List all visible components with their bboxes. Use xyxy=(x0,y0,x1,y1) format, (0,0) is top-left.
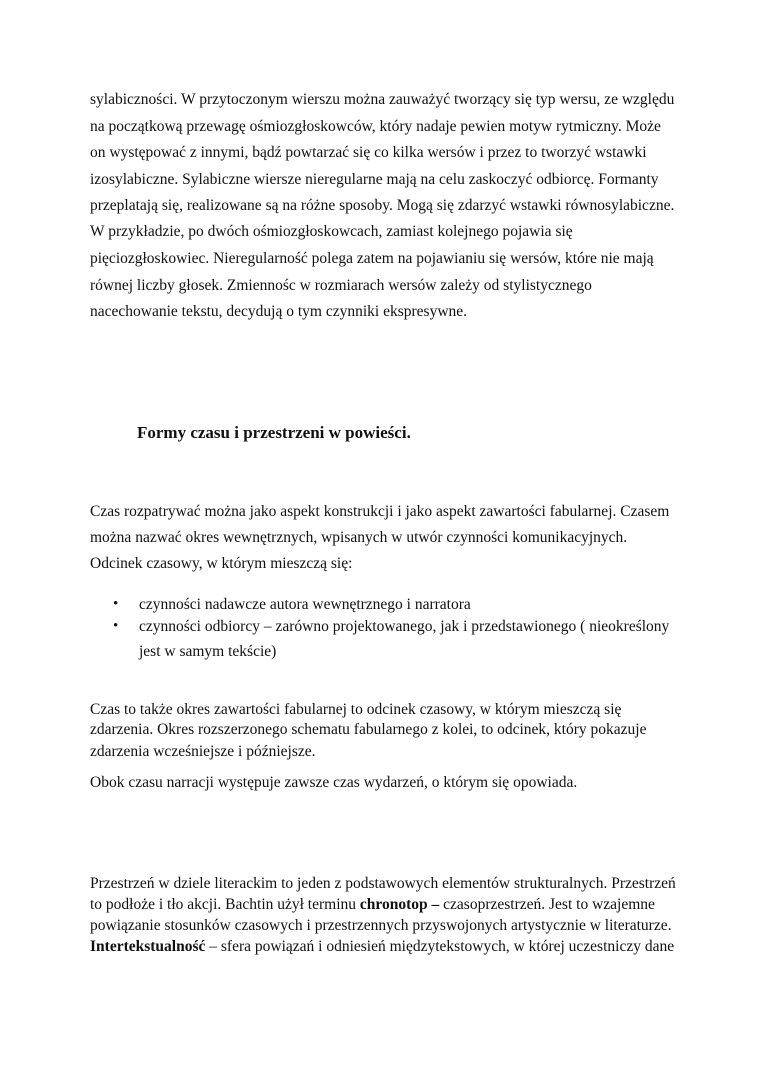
section-heading: Formy czasu i przestrzeni w powieści. xyxy=(137,423,411,442)
text-line: równej liczby głosek. Zmiennośc w rozmiarach wersów zależy od stylistycznego xyxy=(90,277,592,294)
text-line: Czas rozpatrywać można jako aspekt konstrukcji i jako aspekt zawartości fabularnej. Czasem xyxy=(90,503,670,520)
text-line: przeplatają się, realizowane są na różne sposoby. Mogą się zdarzyć wstawki równosylabiczne. xyxy=(90,197,675,214)
text-line xyxy=(90,938,674,956)
text-run: – sfera powiązań i odniesień międzytekstowych, w której uczestniczy dane xyxy=(205,938,675,955)
text-line: Odcinek czasowy, w którym mieszczą się: xyxy=(90,555,353,572)
text-line: pięciozgłoskowiec. Nieregularność polega zatem na pojawianiu się wersów, które nie mają xyxy=(90,250,654,267)
text-line: on występować z innymi, bądź powtarzać się co kilka wersów i przez to tworzyć wstawki xyxy=(90,144,647,161)
text-line: powiązanie stosunków czasowych i przestrzennych przyswojonych artystycznie w literaturze. xyxy=(90,917,672,934)
text-line xyxy=(90,896,655,914)
text-line: nacechowanie tekstu, decydują o tym czynniki ekspresywne. xyxy=(90,303,468,320)
list-item-continuation: jest w samym tekście) xyxy=(139,643,277,660)
text-run: to podłoże i tło akcji. Bachtin użył terminu xyxy=(90,896,360,913)
term-intertextuality: Intertekstualność xyxy=(90,938,206,955)
text-line: zdarzenia. Okres rozszerzonego schematu fabularnego z kolei, to odcinek, który pokazuje xyxy=(90,721,647,738)
text-line: Przestrzeń w dziele literackim to jeden z podstawowych elementów strukturalnych. Przestrzeń xyxy=(90,875,676,892)
term-chronotop: chronotop – xyxy=(359,896,440,913)
text-line: na początkową przewagę ośmiozgłoskowców, który nadaje pewien motyw rytmiczny. Może xyxy=(90,118,661,135)
text-line: sylabiczności. W przytoczonym wierszu można zauważyć tworzący się typ wersu, ze względu xyxy=(90,91,675,108)
paragraph-narration: Obok czasu narracji występuje zawsze czas wydarzeń, o którym się opowiada. xyxy=(90,774,578,791)
bullet-icon: • xyxy=(113,596,119,612)
text-run: czasoprzestrzeń. Jest to wzajemne xyxy=(439,896,655,913)
text-line: izosylabiczne. Sylabiczne wiersze nieregularne mają na celu zaskoczyć odbiorcę. Formanty xyxy=(90,171,659,188)
text-line: Czas to także okres zawartości fabularnej to odcinek czasowy, w którym mieszczą się xyxy=(90,701,622,718)
list-item: czynności nadawcze autora wewnętrznego i narratora xyxy=(139,596,471,613)
bullet-icon: • xyxy=(113,618,119,634)
text-line: można nazwać okres wewnętrznych, wpisanych w utwór czynności komunikacyjnych. xyxy=(90,529,628,546)
text-line: W przykładzie, po dwóch ośmiozgłoskowcach, zamiast kolejnego pojawia się xyxy=(90,223,573,240)
list-item: czynności odbiorcy – zarówno projektowanego, jak i przedstawionego ( nieokreślony xyxy=(139,618,670,635)
text-line: zdarzenia wcześniejsze i późniejsze. xyxy=(90,743,316,760)
